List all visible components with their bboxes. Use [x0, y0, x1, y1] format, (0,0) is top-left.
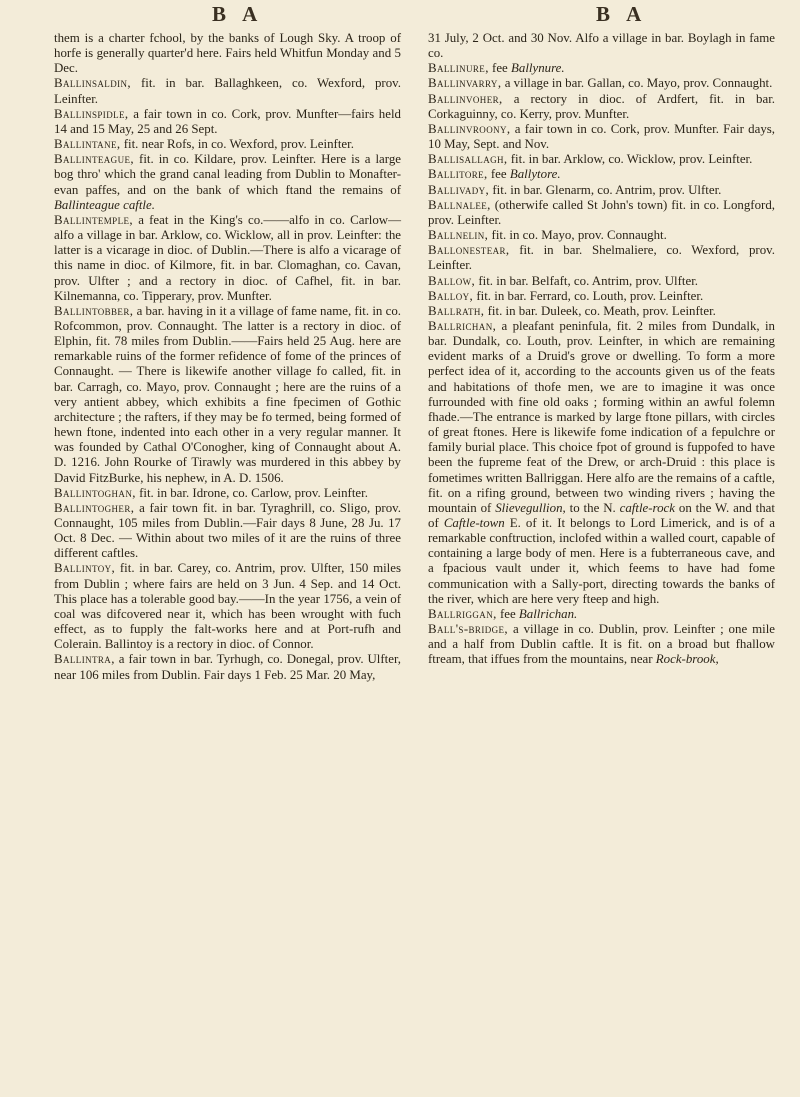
gazetteer-entry — [428, 319, 775, 607]
gazetteer-entry — [428, 167, 775, 182]
entry-headword: Ballivady, — [428, 182, 490, 197]
entry-text: to the N. — [565, 500, 620, 515]
entry-text: fit. in bar. Ferrard, co. Louth, prov. Leinfter. — [473, 288, 704, 303]
entry-text: fit. in bar. Carey, co. Antrim, prov. Ulfter, 150 miles from Dublin ; where fairs are held on 3 Jun. 4 Sep. and 14 Oct. This place has a tolerable good bay.——In the year 1756, a vein of coal was difcovered near it, which has been wrought with fuch effect, as to fupply the falt-works here and at Port-rufh and Colerain. Ballintoy is a rectory in dioc. of Connor. — [54, 561, 401, 652]
entry-text: fee — [487, 167, 510, 182]
gazetteer-entry — [428, 228, 775, 243]
gazetteer-entry — [428, 274, 775, 289]
entry-text: (otherwife called St John's town) fit. in co. Longford, prov. Leinfter. — [428, 197, 775, 227]
gazetteer-entry — [428, 61, 775, 76]
entry-text: a pleafant peninfula, fit. 2 miles from Dundalk, in bar. Dundalk, co. Louth, prov. Leinfter, in which are remaining evident marks of a Druid's grove or dwelling. To form a more perfect idea of it, according to the accounts given us of the feats and habitations of thofe men, we are to imagine it was once furrounded with fine old oaks ; forming within an awful folemn fhade.—The entrance is marked by large ftone pillars, with circles of great ftones. Here is likewife fome indication of a fepulchre or family burial place. This choice fpot of ground is fuppofed to have been the fupreme feat of the Drew, or arch-Druid : this place is fometimes written Ballriggan. Here alfo are the remains of a caftle, fit. on a rifing ground, between two winding rivers ; having the mountain of — [428, 318, 775, 515]
entry-text: them is a charter fchool, by the banks of Lough Sky. A troop of horfe is generally quarter'd here. Fairs held Whitfun Monday and 5 Dec. — [54, 31, 401, 76]
gazetteer-entry — [428, 122, 775, 152]
right-column — [428, 31, 775, 668]
header-left: B A — [212, 2, 264, 26]
entry-text: a fair town in co. Cork, prov. Munfter—fairs held 14 and 15 May, 25 and 26 Sept. — [54, 106, 401, 136]
entry-text: a fair town in bar. Tyrhugh, co. Donegal, prov. Ulfter, near 106 miles from Dublin. Fair days 1 Feb. 25 Mar. 20 May, — [54, 652, 401, 682]
entry-text: fee — [496, 606, 519, 621]
header-right: B A — [596, 2, 648, 26]
gazetteer-entry — [54, 213, 401, 304]
gazetteer-entry — [428, 152, 775, 167]
entry-text: fit. near Rofs, in co. Wexford, prov. Leinfter. — [120, 137, 354, 152]
entry-text: fee — [488, 61, 511, 76]
entry-text: fit. in co. Mayo, prov. Connaught. — [488, 228, 667, 243]
entry-text: fit. in bar. Duleek, co. Meath, prov. Leinfter. — [484, 303, 716, 318]
entry-italic-ref: Ballrichan. — [518, 606, 578, 621]
gazetteer-entry — [54, 501, 401, 562]
entry-text: fit. in bar. Shelmaliere, co. Wexford, prov. Leinfter. — [428, 243, 775, 273]
entry-text: fit. in bar. Idrone, co. Carlow, prov. Leinfter. — [135, 485, 368, 500]
entry-headword: Ballinvarry, — [428, 76, 502, 91]
entry-headword: Ballintoy, — [54, 561, 116, 576]
gazetteer-entry — [428, 31, 775, 61]
entry-italic-ref: Ballytore. — [509, 167, 561, 182]
entry-headword: Ballrichan, — [428, 318, 497, 333]
entry-headword: Ballintane, — [54, 137, 121, 152]
entry-italic-ref: Ballynure. — [511, 61, 565, 76]
entry-text: a fair town fit. in bar. Tyraghrill, co. Sligo, prov. Connaught, 105 miles from Dublin.—Fair days 8 June, 28 Ju. 17 Oct. 8 Dec. — Within about two miles of it are the ruins of three different caftles. — [54, 500, 401, 561]
entry-text: a village in co. Dublin, prov. Leinfter ; one mile and a half from Dublin caftle. It is fit. on a broad but fhallow ftream, that iffues from the mountains, near — [428, 622, 775, 667]
gazetteer-entry — [54, 304, 401, 486]
entry-text: a rectory in dioc. of Ardfert, fit. in bar. Corkaguinny, co. Kerry, prov. Munfter. — [428, 91, 775, 121]
entry-italic-ref: caftle-rock — [619, 500, 675, 515]
gazetteer-entry — [428, 607, 775, 622]
entry-headword: Ballriggan, — [428, 606, 497, 621]
entry-headword: Ballinvoher, — [428, 91, 503, 106]
gazetteer-entry — [428, 183, 775, 198]
entry-text: a village in bar. Gallan, co. Mayo, prov. Connaught. — [501, 76, 773, 91]
entry-headword: Ballinsaldin, — [54, 76, 132, 91]
gazetteer-entry — [54, 137, 401, 152]
gazetteer-entry — [54, 76, 401, 106]
entry-italic-ref: Ballinteague caftle. — [54, 197, 155, 212]
gazetteer-entry — [54, 486, 401, 501]
gazetteer-entry — [428, 289, 775, 304]
entry-text: on the W. and that of — [428, 500, 775, 530]
entry-text: fit. in co. Kildare, prov. Leinfter. Here is a large bog thro' which the grand canal leading from Dublin to Monafter-evan paffes, and on the bank of which ftand the remains of — [54, 152, 401, 197]
gazetteer-entry — [428, 304, 775, 319]
gazetteer-entry — [54, 561, 401, 652]
entry-headword: Ballitore, — [428, 167, 488, 182]
entry-text: 31 July, 2 Oct. and 30 Nov. Alfo a village in bar. Boylagh in fame co. — [428, 31, 775, 61]
entry-headword: Ball's-bridge, — [428, 622, 509, 637]
entry-headword: Ballnelin, — [428, 228, 489, 243]
entry-text: fit. in bar. Belfaft, co. Antrim, prov. Ulfter. — [475, 273, 699, 288]
gazetteer-entry — [428, 76, 775, 91]
entry-text: a bar. having in it a village of fame name, fit. in co. Rofcommon, prov. Connaught. The latter is a rectory in dioc. of Elphin, fit. 78 miles from Dublin.——Fairs held 25 Aug. here are remarkable ruins of the former refidence of fome of the princes of Connaught. — There is likewife another village fo called, fit. in bar. Carragh, co. Mayo, prov. Connaught ; here are the ruins of a very antient abbey, which exhibits a fine fpecimen of Gothic architecture ; the rafters, if they may be fo termed, being formed of hewn ftone, indented into each other in a very regular manner. It was founded by Cathal O'Conogher, king of Connaught about A. D. 1216. John Rourke of Tirawly was murdered in this abbey by David FitzBurke, his nephew, in A. D. 1506. — [54, 303, 401, 485]
entry-italic-ref: Caftle-town — [443, 516, 505, 530]
entry-headword: Ballnalee, — [428, 197, 491, 212]
entry-text: fit. in bar. Arklow, co. Wicklow, prov. Leinfter. — [507, 152, 753, 167]
gazetteer-entry — [54, 31, 401, 76]
entry-headword: Ballintoghan, — [54, 485, 136, 500]
entry-headword: Ballintemple, — [54, 212, 134, 227]
gazetteer-entry — [428, 622, 775, 667]
entry-headword: Ballinspidle, — [54, 106, 129, 121]
entry-text: E. of it. It belongs to Lord Limerick, and is of a remarkable conftruction, inclofed within a walled court, capable of containing a large body of men. Here is a fubterraneous cave, and a fpacious vault under it, which feems to have had fome communication with a Sally-port, directing towards the banks of the river, which are here very fteep and high. — [428, 516, 775, 606]
gazetteer-entry — [428, 198, 775, 228]
gazetteer-entry — [54, 152, 401, 213]
entry-headword: Ballow, — [428, 273, 476, 288]
entry-headword: Ballonestear, — [428, 243, 510, 258]
entry-italic-ref: Rock-brook, — [655, 652, 719, 667]
entry-headword: Ballrath, — [428, 303, 485, 318]
entry-headword: Balloy, — [428, 288, 474, 303]
entry-text: fit. in bar. Glenarm, co. Antrim, prov. Ulfter. — [489, 182, 722, 197]
entry-headword: Ballinure, — [428, 61, 489, 76]
entry-text: a fair town in co. Cork, prov. Munfter. Fair days, 10 May, Sept. and Nov. — [428, 121, 775, 152]
gazetteer-entry — [54, 652, 401, 682]
entry-headword: Ballinteague, — [54, 152, 135, 167]
gazetteer-entry — [54, 107, 401, 137]
entry-headword: Ballintogher, — [54, 500, 135, 515]
entry-headword: Ballintra, — [54, 652, 115, 667]
entry-text: fit. in bar. Ballaghkeen, co. Wexford, prov. Leinfter. — [54, 76, 401, 106]
entry-text: a feat in the King's co.——alfo in co. Carlow—alfo a village in bar. Arklow, co. Wicklow, all in prov. Leinfter: the latter is a vicarage in dioc. of Dublin.—There is alfo a vicarage of this name in dioc. of Kilmore, fit. in bar. Clomaghan, co. Cavan, prov. Ulfter ; and a rectory in dioc. of Cafhel, fit. in bar. Kilnemanna, co. Tipperary, prov. Munfter. — [54, 212, 401, 303]
gazetteer-entry — [428, 243, 775, 273]
gazetteer-entry — [428, 92, 775, 122]
running-header — [0, 2, 800, 28]
entry-headword: Ballisallagh, — [428, 152, 508, 167]
entry-italic-ref: Slievegullion, — [495, 500, 566, 515]
entry-headword: Ballinvroony, — [428, 121, 511, 136]
entry-headword: Ballintobber, — [54, 303, 134, 318]
left-column — [54, 31, 401, 683]
